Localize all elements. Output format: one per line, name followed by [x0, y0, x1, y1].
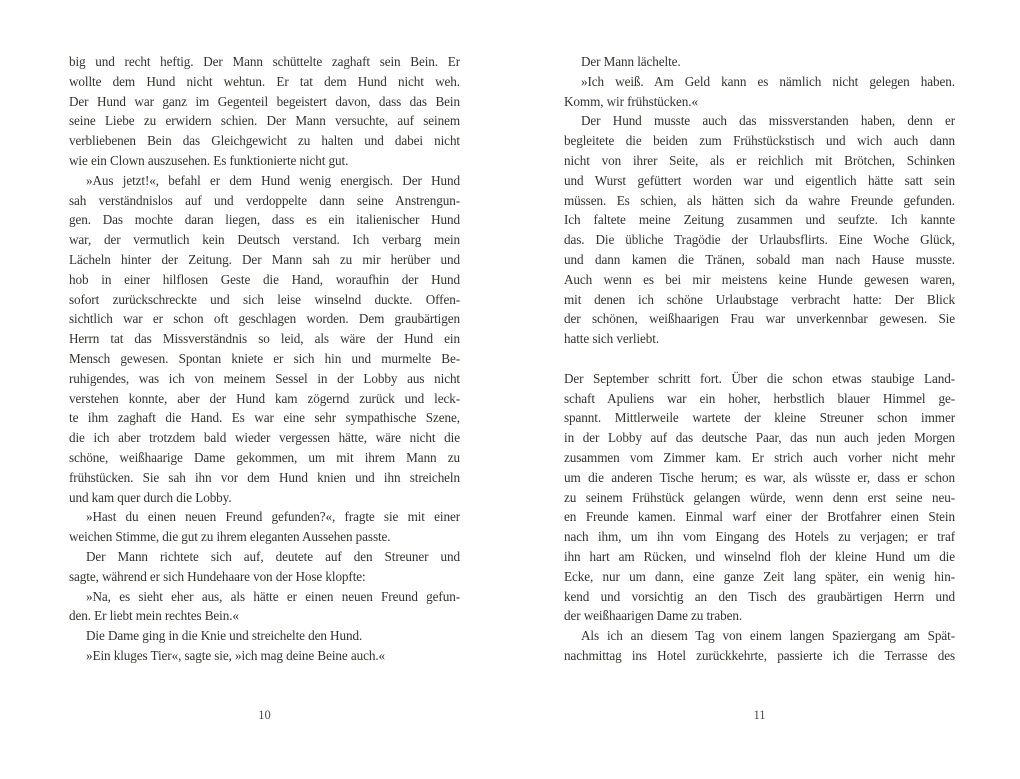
- page-right-text-column: [564, 52, 955, 666]
- page-left-text-column: [69, 52, 460, 666]
- text-line: nach ihm, um ihn vom Eingang des Hotels zu verjagen; er traf: [564, 529, 955, 545]
- page-number-right: 11: [753, 708, 766, 722]
- text-line: te ihm zaghaft die Hand. Es war eine sehr sympathische Szene,: [69, 410, 460, 426]
- text-line: frühstücken. Sie sah ihn vor dem Hund knien und ihn streicheln: [69, 469, 460, 485]
- text-line: um die anderen Tische herum; es war, als wüsste er, dass er schon: [564, 469, 955, 485]
- text-line: mit denen ich schöne Urlaubstage verbracht hatte: Der Blick: [564, 291, 955, 307]
- text-line: Der Mann richtete sich auf, deutete auf den Streuner und: [86, 548, 460, 564]
- text-line: sah verständnislos auf und verdoppelte dann seine Anstrengun-: [69, 192, 460, 208]
- text-line: »Hast du einen neuen Freund gefunden?«, fragte sie mit einer: [86, 509, 460, 525]
- text-line: kend und vorsichtig an den Tisch des graubärtigen Herrn und: [564, 588, 955, 604]
- text-line: der weißhaarigen Dame zu traben.: [564, 608, 743, 624]
- text-line: Die Dame ging in die Knie und streichelte den Hund.: [86, 628, 363, 644]
- text-line: gen. Das mochte daran liegen, dass es ein italienischer Hund: [69, 212, 460, 228]
- text-line: Ecke, nur um dann, eine ganze Zeit lang später, ein wenig hin-: [564, 568, 955, 584]
- text-line: schöne, weißhaarige Dame gekommen, um mit ihrem Mann zu: [69, 449, 460, 465]
- text-line: zusammen vom Zimmer kam. Er strich auch vorher nicht mehr: [564, 449, 955, 465]
- text-line: nachmittag ins Hotel zurückkehrte, passierte ich die Terrasse des: [564, 647, 955, 663]
- text-line: das. Die übliche Tragödie der Urlaubsflirts. Eine Woche Glück,: [564, 232, 955, 248]
- text-line: Der Hund musste auch das missverstanden haben, denn er: [581, 113, 955, 129]
- text-line: nicht von ihrer Seite, als er reichlich mit Brötchen, Schinken: [564, 152, 955, 168]
- text-line: Herrn tat das Missverständnis so leid, als wäre der Hund ein: [69, 331, 460, 347]
- text-line: weichen Stimme, die gut zu ihrem eleganten Aussehen passte.: [69, 529, 391, 545]
- text-line: en Freunde kamen. Einmal warf einer der Brotfahrer einen Stein: [564, 509, 955, 525]
- text-line: ruhigendes, was ich von meinem Sessel in der Lobby aus nicht: [69, 370, 460, 386]
- text-line: verstehen konnte, aber der Hund kam zögernd zurück und leck-: [69, 390, 460, 406]
- text-line: sichtlich war er schon oft geschlagen worden. Dem graubärtigen: [69, 311, 460, 327]
- text-line: hob in einer hilflosen Geste die Hand, woraufhin der Hund: [69, 271, 460, 287]
- text-line: Mensch gewesen. Spontan kniete er sich hin und murmelte Be-: [69, 350, 460, 366]
- text-line: in der Lobby auf das deutsche Paar, das nun auch jeden Morgen: [564, 430, 955, 446]
- text-line: »Ich weiß. Am Geld kann es nämlich nicht gelegen haben.: [581, 73, 955, 89]
- text-line: hatte sich verliebt.: [564, 331, 660, 347]
- text-line: der schönen, weißhaarigen Frau war unverkennbar gewesen. Sie: [564, 311, 955, 327]
- text-line: müssen. Es schien, als hätten sich da wahre Freunde gefunden.: [564, 192, 955, 208]
- text-line: »Aus jetzt!«, befahl er dem Hund wenig energisch. Der Hund: [86, 172, 460, 188]
- text-line: sofort zurückschreckte und sich leise winselnd duckte. Offen-: [69, 291, 460, 307]
- text-line: Auch wenn es bei mir meistens keine Hunde gewesen waren,: [564, 271, 955, 287]
- text-line: war, der vermutlich kein Deutsch verstand. Ich verbarg mein: [69, 232, 460, 248]
- text-line: die ich aber trotzdem bald wieder vergessen hätte, wäre nicht die: [69, 430, 460, 446]
- text-line: »Ein kluges Tier«, sagte sie, »ich mag deine Beine auch.«: [86, 647, 386, 663]
- text-line: Komm, wir frühstücken.«: [564, 93, 698, 109]
- text-line: und dann kamen die Tränen, sobald man nach Hause musste.: [564, 251, 955, 267]
- text-line: seine Liebe zu erwidern schien. Der Mann versuchte, auf seinem: [69, 113, 460, 129]
- text-line: Der Hund war ganz im Gegenteil begeistert davon, dass das Bein: [69, 93, 460, 109]
- text-line: verbliebenen Bein das Gleichgewicht zu halten und dabei nicht: [69, 133, 460, 149]
- text-line: Der Mann lächelte.: [581, 54, 681, 69]
- text-line: wie ein Clown auszusehen. Es funktionierte nicht gut.: [69, 152, 349, 168]
- text-line: sagte, während er sich Hundehaare von der Hose klopfte:: [69, 568, 366, 584]
- blank-line: [564, 349, 955, 369]
- text-line: spannt. Mittlerweile wartete der kleine Streuner schon immer: [564, 410, 955, 426]
- text-line: den. Er liebt mein rechtes Bein.«: [69, 608, 239, 624]
- page-number-left: 10: [258, 708, 271, 722]
- text-line: schaft Apuliens war ein hoher, herbstlich blauer Himmel ge-: [564, 390, 955, 406]
- text-line: Als ich an diesem Tag von einem langen Spaziergang am Spät-: [581, 628, 955, 644]
- text-line: und Wurst gefüttert worden war und eigentlich hätte satt sein: [564, 172, 955, 188]
- text-line: begleitete die beiden zum Frühstückstisch und wich auch dann: [564, 133, 955, 149]
- text-line: ihn hart am Rücken, und winselnd floh der kleine Hund um die: [564, 548, 955, 564]
- text-line: Der September schritt fort. Über die schon etwas staubige Land-: [564, 370, 955, 386]
- text-line: big und recht heftig. Der Mann schüttelte zaghaft sein Bein. Er: [69, 54, 460, 69]
- text-line: wollte dem Hund nicht wehtun. Er tat dem Hund nicht weh.: [69, 73, 460, 89]
- text-line: und kam quer durch die Lobby.: [69, 489, 232, 505]
- text-line: zu seinem Frühstück gelangen würde, wenn denn erst seine neu-: [564, 489, 955, 505]
- text-line: Ich faltete meine Zeitung zusammen und seufzte. Ich kannte: [564, 212, 955, 228]
- text-line: »Na, es sieht eher aus, als hätte er einen neuen Freund gefun-: [86, 588, 460, 604]
- text-line: Lächeln hinter der Zeitung. Der Mann sah zu mir herüber und: [69, 251, 460, 267]
